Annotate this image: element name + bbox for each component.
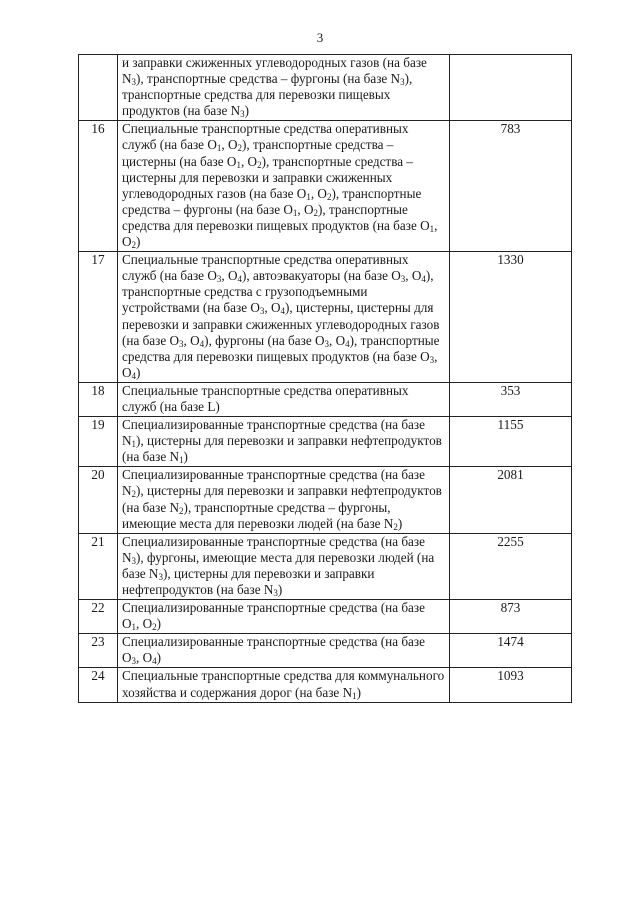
row-number: 19 bbox=[79, 417, 118, 467]
row-value: 353 bbox=[450, 382, 572, 416]
table-body bbox=[79, 55, 572, 703]
row-number: 22 bbox=[79, 600, 118, 634]
vehicle-category-table bbox=[78, 54, 572, 703]
row-value: 2081 bbox=[450, 467, 572, 533]
row-description: Специальные транспортные средства оперативных служб (на базе $O_3$, $O_4$), автоэвакуаторы (на базе $O_3$, $O_4$), транспортные средства с грузоподъемными устройствами (на базе $O_3$, $O_4$), цистерны, цистерны для перевозки и заправки сжиженных углеводородных газов (на базе $O_3$, $O_4$), фургоны (на базе $O_3$, $O_4$), транспортные средства для перевозки пищевых продуктов (на базе $O_3$, $O_4$) bbox=[118, 252, 450, 383]
row-value: 1474 bbox=[450, 634, 572, 668]
row-number: 20 bbox=[79, 467, 118, 533]
row-value: 1155 bbox=[450, 417, 572, 467]
table-row bbox=[79, 600, 572, 634]
page-number: 3 bbox=[316, 30, 324, 45]
table-row bbox=[79, 417, 572, 467]
table-row bbox=[79, 533, 572, 599]
row-value: 2255 bbox=[450, 533, 572, 599]
table-row bbox=[79, 467, 572, 533]
row-number: 17 bbox=[79, 252, 118, 383]
row-description: Специальные транспортные средства оперативных служб (на базе L) bbox=[118, 382, 450, 416]
row-value bbox=[450, 55, 572, 121]
row-value: 873 bbox=[450, 600, 572, 634]
row-description: и заправки сжиженных углеводородных газов (на базе $N_3$), транспортные средства – фургоны (на базе $N_3$), транспортные средства для перевозки пищевых продуктов (на базе $N_3$) bbox=[118, 55, 450, 121]
row-value: 1093 bbox=[450, 668, 572, 702]
row-number: 21 bbox=[79, 533, 118, 599]
row-description: Специализированные транспортные средства (на базе $N_3$), фургоны, имеющие места для перевозки людей (на базе $N_3$), цистерны для перевозки и заправки нефтепродуктов (на базе $N_3$) bbox=[118, 533, 450, 599]
table-row bbox=[79, 382, 572, 416]
table-row bbox=[79, 634, 572, 668]
table-row bbox=[79, 668, 572, 702]
row-number: 16 bbox=[79, 121, 118, 252]
row-description: Специализированные транспортные средства (на базе $O_3$, $O_4$) bbox=[118, 634, 450, 668]
row-number: 23 bbox=[79, 634, 118, 668]
row-description: Специальные транспортные средства оперативных служб (на базе $O_1$, $O_2$), транспортные средства – цистерны (на базе $O_1$, $O_2$), транспортные средства – цистерны для перевозки и заправки сжиженных углеводородных газов (на базе $O_1$, $O_2$), транспортные средства – фургоны (на базе $O_1$, $O_2$), транспортные средства для перевозки пищевых продуктов (на базе $O_1$, $O_2$) bbox=[118, 121, 450, 252]
table-row bbox=[79, 252, 572, 383]
table-row bbox=[79, 121, 572, 252]
row-number: 24 bbox=[79, 668, 118, 702]
table-row bbox=[79, 55, 572, 121]
row-description: Специализированные транспортные средства (на базе $N_1$), цистерны для перевозки и заправки нефтепродуктов (на базе $N_1$) bbox=[118, 417, 450, 467]
row-description: Специализированные транспортные средства (на базе $O_1$, $O_2$) bbox=[118, 600, 450, 634]
row-number bbox=[79, 55, 118, 121]
row-description: Специальные транспортные средства для коммунального хозяйства и содержания дорог (на базе $N_1$) bbox=[118, 668, 450, 702]
row-description: Специализированные транспортные средства (на базе $N_2$), цистерны для перевозки и заправки нефтепродуктов (на базе $N_2$), транспортные средства – фургоны, имеющие места для перевозки людей (на базе $N_2$) bbox=[118, 467, 450, 533]
row-number: 18 bbox=[79, 382, 118, 416]
row-value: 783 bbox=[450, 121, 572, 252]
row-value: 1330 bbox=[450, 252, 572, 383]
